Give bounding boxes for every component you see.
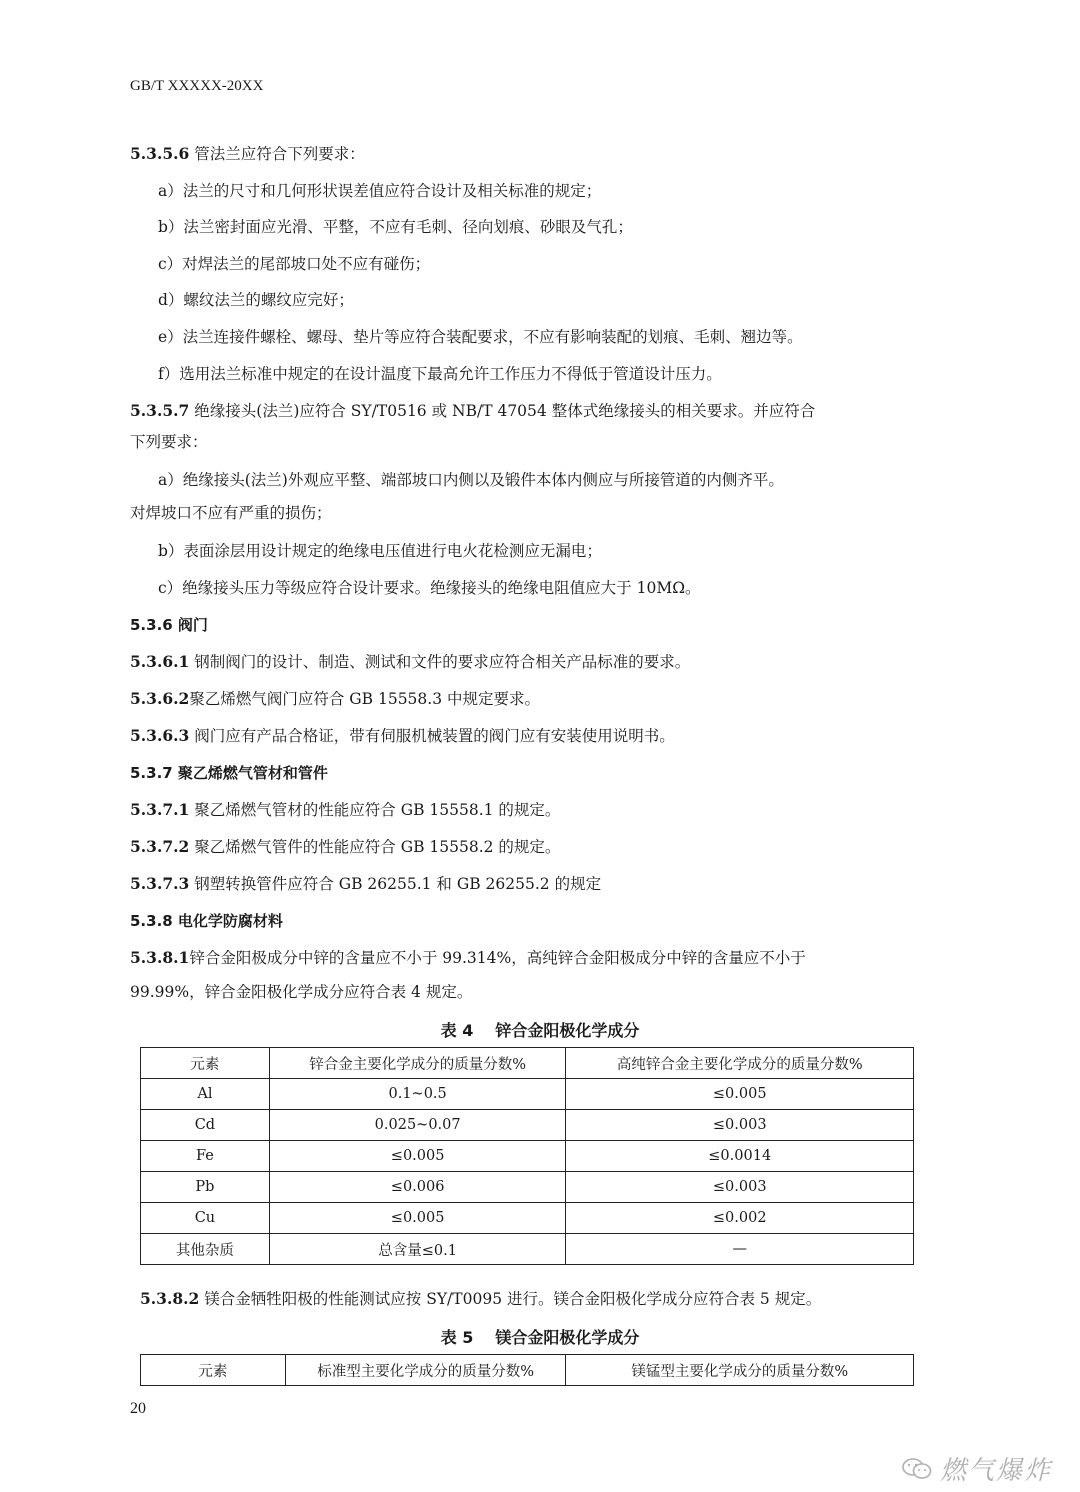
- table-cell: 其他杂质: [141, 1234, 270, 1265]
- table-cell: ≤0.003: [566, 1110, 914, 1141]
- clause-5-3-7-3: [130, 873, 930, 895]
- section-heading: 5.3.6 阀门: [130, 616, 208, 634]
- table-cell: —: [566, 1234, 914, 1265]
- table-row: [141, 1172, 914, 1203]
- table-header-row: [141, 1048, 914, 1079]
- header-cell: 镁锰型主要化学成分的质量分数%: [566, 1355, 914, 1386]
- table-cell: Cu: [141, 1203, 270, 1234]
- header-cell: 标准型主要化学成分的质量分数%: [285, 1355, 566, 1386]
- clause-text: 锌合金阳极成分中锌的含量应不小于 99.314%，高纯锌合金阳极成分中锌的含量应不小于: [189, 949, 806, 967]
- section-heading: 5.3.8 电化学防腐材料: [130, 912, 283, 930]
- clause-text: 钢制阀门的设计、制造、测试和文件的要求应符合相关产品标准的要求。: [194, 653, 691, 671]
- list-item: a）法兰的尺寸和几何形状误差值应符合设计及相关标准的规定；: [158, 182, 602, 200]
- clause-5-3-7-1: [130, 799, 930, 821]
- clause-5-3-8-2: [140, 1288, 930, 1310]
- clause-5-3-6-2: [130, 688, 930, 710]
- clause-number: 5.3.7.2: [130, 837, 190, 856]
- table-cell: ≤0.005: [269, 1203, 566, 1234]
- table-row: [141, 1234, 914, 1265]
- table-cell: 0.1~0.5: [269, 1079, 566, 1110]
- table-header-row: [141, 1355, 914, 1386]
- clause-5-3-5-6: [130, 143, 930, 165]
- clause-text: 聚乙烯燃气阀门应符合 GB 15558.3 中规定要求。: [189, 690, 540, 708]
- list-item: b）表面涂层用设计规定的绝缘电压值进行电火花检测应无漏电；: [158, 542, 602, 560]
- table-cell: ≤0.006: [269, 1172, 566, 1203]
- table-4-caption: [0, 1018, 1080, 1041]
- header-cell: 高纯锌合金主要化学成分的质量分数%: [566, 1048, 914, 1079]
- list-item: d）螺纹法兰的螺纹应完好；: [158, 291, 354, 309]
- table-cell: Al: [141, 1079, 270, 1110]
- table-5-caption: [0, 1325, 1080, 1348]
- clause-text: 聚乙烯燃气管材的性能应符合 GB 15558.1 的规定。: [194, 801, 561, 819]
- table-row: [141, 1141, 914, 1172]
- table-cell: 总含量≤0.1: [269, 1234, 566, 1265]
- clause-text-continued: 99.99%，锌合金阳极化学成分应符合表 4 规定。: [130, 983, 473, 1001]
- table-label: 表 4: [440, 1021, 474, 1040]
- section-heading: 5.3.7 聚乙烯燃气管材和管件: [130, 764, 328, 782]
- clause-number: 5.3.6.3: [130, 726, 190, 745]
- clause-text-continued: 下列要求：: [130, 433, 208, 451]
- list-item-continued: 对焊坡口不应有严重的损伤；: [130, 504, 332, 522]
- clause-number: 5.3.5.6: [130, 144, 190, 163]
- wechat-icon: [902, 1458, 932, 1480]
- clause-5-3-6-1: [130, 651, 930, 673]
- table-title: 锌合金阳极化学成分: [495, 1021, 640, 1040]
- clause-number: 5.3.7.1: [130, 800, 190, 819]
- table-title: 镁合金阳极化学成分: [495, 1328, 640, 1347]
- table-4: [140, 1047, 914, 1265]
- watermark-text: 燃气爆炸: [939, 1456, 1052, 1486]
- header-cell: 元素: [141, 1048, 270, 1079]
- table-cell: Fe: [141, 1141, 270, 1172]
- page-number: 20: [130, 1400, 146, 1417]
- document-code-header: GB/T XXXXX-20XX: [130, 78, 264, 94]
- clause-number: 5.3.6.1: [130, 652, 190, 671]
- table-row: [141, 1110, 914, 1141]
- list-item: c）绝缘接头压力等级应符合设计要求。绝缘接头的绝缘电阻值应大于 10MΩ。: [158, 579, 701, 597]
- table-cell: ≤0.003: [566, 1172, 914, 1203]
- table-cell: 0.025~0.07: [269, 1110, 566, 1141]
- table-cell: ≤0.0014: [566, 1141, 914, 1172]
- list-item: f）选用法兰标准中规定的在设计温度下最高允许工作压力不得低于管道设计压力。: [158, 365, 722, 383]
- clause-number: 5.3.8.2: [140, 1289, 200, 1308]
- clause-text: 聚乙烯燃气管件的性能应符合 GB 15558.2 的规定。: [194, 838, 561, 856]
- clause-5-3-7-2: [130, 836, 930, 858]
- table-cell: Pb: [141, 1172, 270, 1203]
- watermark: [902, 1450, 1052, 1487]
- clause-text: 镁合金牺牲阳极的性能测试应按 SY/T0095 进行。镁合金阳极化学成分应符合表 5 规定。: [204, 1290, 822, 1308]
- clause-5-3-5-7: [130, 400, 930, 422]
- clause-number: 5.3.8.1: [130, 948, 190, 967]
- clause-text: 钢塑转换管件应符合 GB 26255.1 和 GB 26255.2 的规定: [194, 875, 602, 893]
- table-cell: ≤0.005: [269, 1141, 566, 1172]
- header-cell: 锌合金主要化学成分的质量分数%: [269, 1048, 566, 1079]
- table-row: [141, 1203, 914, 1234]
- clause-text: 管法兰应符合下列要求：: [194, 145, 365, 163]
- table-label: 表 5: [440, 1328, 474, 1347]
- clause-text: 阀门应有产品合格证，带有伺服机械装置的阀门应有安装使用说明书。: [194, 727, 675, 745]
- list-item: b）法兰密封面应光滑、平整，不应有毛刺、径向划痕、砂眼及气孔；: [158, 218, 633, 236]
- header-cell: 元素: [141, 1355, 286, 1386]
- list-item: c）对焊法兰的尾部坡口处不应有碰伤；: [158, 255, 431, 273]
- clause-5-3-8-1: [130, 947, 930, 969]
- clause-text: 绝缘接头(法兰)应符合 SY/T0516 或 NB/T 47054 整体式绝缘接头的相关要求。并应符合: [194, 402, 816, 420]
- clause-number: 5.3.6.2: [130, 689, 190, 708]
- clause-number: 5.3.7.3: [130, 874, 190, 893]
- table-cell: ≤0.002: [566, 1203, 914, 1234]
- list-item: a）绝缘接头(法兰)外观应平整、端部坡口内侧以及锻件本体内侧应与所接管道的内侧齐平。: [158, 471, 784, 489]
- clause-number: 5.3.5.7: [130, 401, 190, 420]
- list-item: e）法兰连接件螺栓、螺母、垫片等应符合装配要求，不应有影响装配的划痕、毛刺、翘边等。: [158, 328, 803, 346]
- table-cell: ≤0.005: [566, 1079, 914, 1110]
- clause-5-3-6-3: [130, 725, 930, 747]
- table-row: [141, 1079, 914, 1110]
- table-5: [140, 1354, 914, 1386]
- table-cell: Cd: [141, 1110, 270, 1141]
